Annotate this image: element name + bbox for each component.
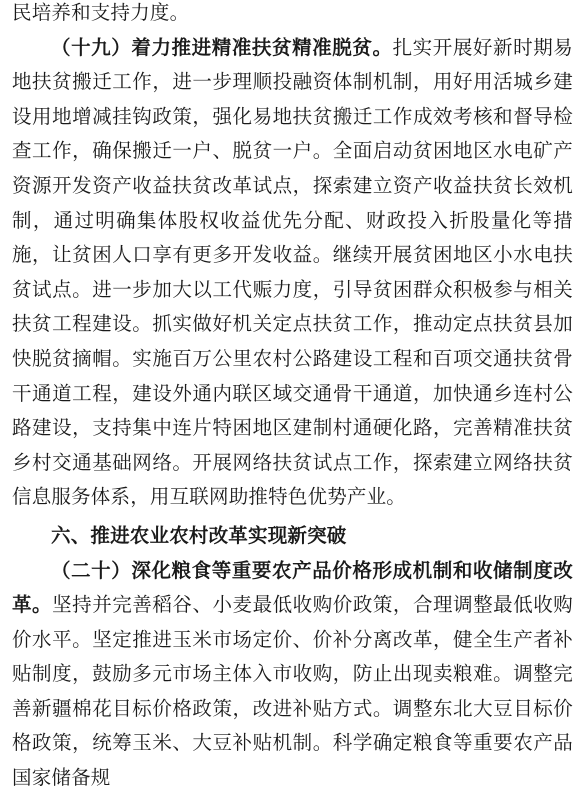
item-19-title: （十九）着力推进精准扶贫精准脱贫。 [51, 35, 393, 59]
item-20-body: 坚持并完善稻谷、小麦最低收购价政策，合理调整最低收购价水平。坚定推进玉米市场定价、价补分离改革，健全生产者补贴制度，鼓励多元市场主体入市收购，防止出现卖粮难。调整完善新疆棉花目标价格政策，改进补贴方式。调整东北大豆目标价格政策，统筹玉米、大豆补贴机制。科学确定粮食等重要农产品国家储备规 [12, 593, 574, 790]
paragraph-item-20 [12, 554, 573, 796]
continuation-text: 民培养和支持力度。 [12, 1, 190, 24]
item-19-body: 扎实开展好新时期易地扶贫搬迁工作，进一步理顺投融资体制机制，用好用活城乡建设用地增减挂钩政策，强化易地扶贫搬迁工作成效考核和督导检查工作，确保搬迁一户、脱贫一户。全面启动贫困地区水电矿产资源开发资产收益扶贫改革试点，探索建立资产收益扶贫长效机制，通过明确集体股权收益优先分配、财政投入折股量化等措施，让贫困人口享有更多开发收益。继续开展贫困地区小水电扶贫试点。进一步加大以工代赈力度，引导贫困群众积极参与相关扶贫工程建设。抓实做好机关定点扶贫工作，推动定点扶贫县加快脱贫摘帽。实施百万公里农村公路建设工程和百项交通扶贫骨干通道工程，建设外通内联区域交通骨干通道，加快通乡连村公路建设，支持集中连片特困地区建制村通硬化路，完善精准扶贫乡村交通基础网络。开展网络扶贫试点工作，探索建立网络扶贫信息服务体系，用互联网助推特色优势产业。 [12, 35, 573, 509]
item-20-title: （二十）深化粮食等重要农产品价格形成机制和收储制度改革。 [12, 558, 573, 617]
section-6-heading: 六、推进农业农村改革实现新突破 [51, 523, 347, 547]
paragraph-continuation [12, 0, 573, 31]
paragraph-item-19 [12, 31, 573, 515]
